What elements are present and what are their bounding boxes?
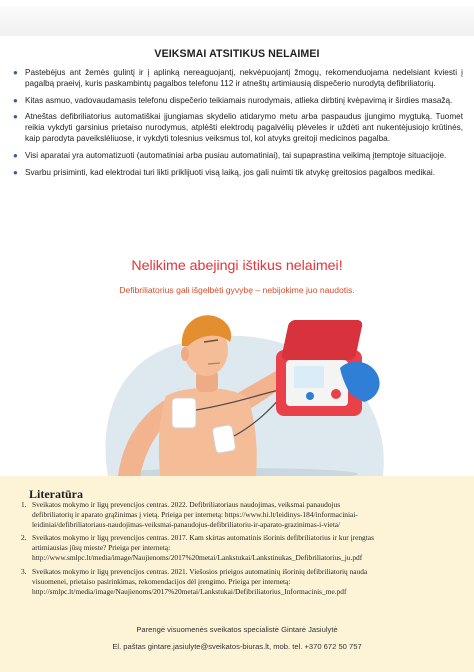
instruction-list <box>11 67 463 183</box>
bullet-icon: ● <box>13 68 18 77</box>
list-item-text: Kitas asmuo, vadovaudamasis telefonu dispečerio teikiamais nurodymais, atlieka dirbtinį kvėpavimą ir širdies masažą. <box>25 95 453 105</box>
list-item <box>11 150 463 161</box>
reference-number: 2. <box>21 533 27 543</box>
list-item <box>11 67 463 89</box>
defibrillator-illustration <box>88 298 390 476</box>
list-item <box>11 111 463 144</box>
reference-list <box>21 500 461 600</box>
list-item <box>21 567 461 597</box>
list-item <box>11 95 463 106</box>
list-item-text: Pastebėjus ant žemės gulintį ir į aplinką nereaguojantį, nekvėpuojantį žmogų, rekomenduojama nedelsiant kviesti į pagalbą praeivį, kuris paskambintų pagalbos telefonu 112 ir atneštų artimiausią dispečerio nurodytą defibriliatorių. <box>25 68 463 89</box>
reference-number: 1. <box>21 500 27 509</box>
reference-line[interactable]: leidiniai/defibriliatoriaus-naudojimas-veiksmai-panaudojus-defibriliatoriu-ir-aparato-grazinimas-i-vieta/ <box>32 520 341 530</box>
literature-heading: Literatūra <box>29 487 83 501</box>
list-item-text: Visi aparatai yra automatizuoti (automatiniai arba pusiau automatiniai), tai supaprastina veikimą įtemptoje situacijoje. <box>25 151 447 161</box>
subslogan: Defibriliatorius gali išgelbėti gyvybę – nebijokime juo naudotis. <box>119 285 355 295</box>
bullet-icon: ● <box>13 112 18 122</box>
bullet-icon: ● <box>13 95 18 105</box>
header-banner <box>0 0 474 42</box>
list-item <box>11 167 463 178</box>
shock-button <box>306 392 314 400</box>
bullet-icon: ● <box>13 151 18 161</box>
reference-line[interactable]: http://www.smlpc.lt/media/image/Naujienoms/2017%20metai/Lankstukai/Lankstinukas_Defibriliatorius_ju.pdf <box>32 553 363 563</box>
defibrillator-lid <box>281 320 364 360</box>
electrode-pad-upper <box>172 398 196 428</box>
reference-line[interactable]: http://smlpc.lt/media/image/Naujienoms/2017%20metai/Lankstukai/Defibriliatorius_Informacinis_me.pdf <box>32 586 347 596</box>
list-item-text: Atneštas defibriliatorius automatiškai įjungiamas skydelio atidarymo metu arba paspaudus įjungimo mygtuką. Tuomet reikia vykdyti garsinius prietaiso nurodymus, atplėšti elektrodų pagalvėlių plėveles ir uždėti ant nukentėjusiojo krūtinės, kaip parodyta paveikslėliuose, ir vykdyti tolesnius veiksmus tol, kol atvyks greitoji medicinos pagalba. <box>25 112 463 144</box>
reference-line: visuomenei, prietaiso pasirinkimas, rekomendacijos dėl įrengimo. Prieiga per internetą: <box>32 576 291 586</box>
reference-line: artimiausias jūsų mieste? Prieiga per internetą: <box>32 543 171 553</box>
power-button <box>331 389 341 399</box>
list-item <box>21 500 461 530</box>
ear <box>181 347 189 361</box>
reference-line: Sveikatos mokymo ir ligų prevencijos centras. 2022. Defibriliatoriaus naudojimas, veiksmai panaudojus <box>32 500 341 509</box>
reference-line: Sveikatos mokymo ir ligų prevencijos centras. 2017. Kam skirtas automatinis išorinis defibriliatorius ir kur įrengtas <box>32 533 374 543</box>
slogan: Nelikime abejingi ištikus nelaimei! <box>131 258 343 274</box>
list-item-text: Svarbu prisiminti, kad elektrodai turi likti priklijuoti visą laiką, jos gali nuimti tik atvykę greitosios pagalbos medikai. <box>25 167 435 177</box>
defibrillator-screen <box>294 366 324 388</box>
bullet-icon: ● <box>13 167 18 177</box>
page-title: VEIKSMAI ATSITIKUS NELAIMEI <box>154 48 320 60</box>
reference-line: Sveikatos mokymo ir ligų prevencijos centras. 2021. Viešosios prieigos automatinių išorinių defibriliatorių nauda <box>32 566 368 576</box>
reference-number: 3. <box>21 566 27 576</box>
prepared-by: Parengė visuomenės sveikatos specialistė Gintarė Jasiulytė <box>136 625 338 634</box>
reference-line[interactable]: defibriliatorių ir aparato grąžinimas į vietą. Prieiga per internetą: https://www.hi.lt/leidinys-184/informaciniai- <box>32 510 358 520</box>
header-band <box>0 6 474 36</box>
list-item <box>21 533 461 563</box>
contacts: El. paštas gintare.jasiulyte@sveikatos-biuras.lt, mob. tel. +370 672 50 757 <box>112 642 362 651</box>
electrode-pad-lower <box>212 424 236 453</box>
